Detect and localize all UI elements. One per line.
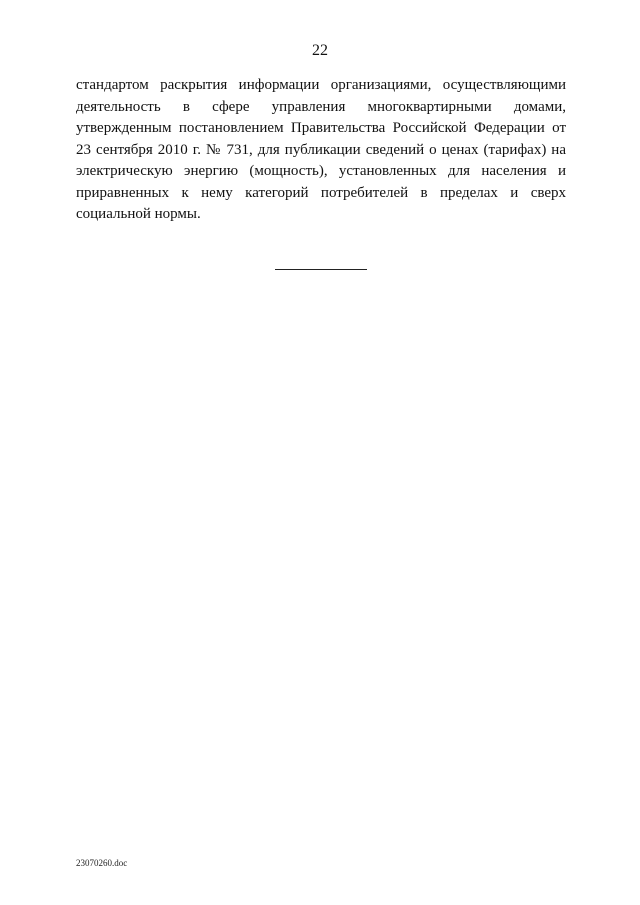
body-paragraph xyxy=(76,75,566,226)
text-line: деятельность в сфере управления многоквартирными домами, xyxy=(76,98,566,115)
text-line: 23 сентября 2010 г. № 731, для публикации сведений о ценах (тарифах) на xyxy=(76,141,566,158)
end-separator-line xyxy=(275,269,367,270)
text-line: электрическую энергию (мощность), установленных для населения и xyxy=(76,163,566,179)
text-line: стандартом раскрытия информации организациями, осуществляющими xyxy=(76,77,566,93)
page-number: 22 xyxy=(312,42,328,59)
text-line: приравненных к нему категорий потребителей в пределах и сверх xyxy=(76,184,566,201)
text-line: социальной нормы. xyxy=(76,206,201,222)
text-line: утвержденным постановлением Правительства Российской Федерации от xyxy=(76,120,566,136)
footer-doc-code: 23070260.doc xyxy=(76,858,128,868)
